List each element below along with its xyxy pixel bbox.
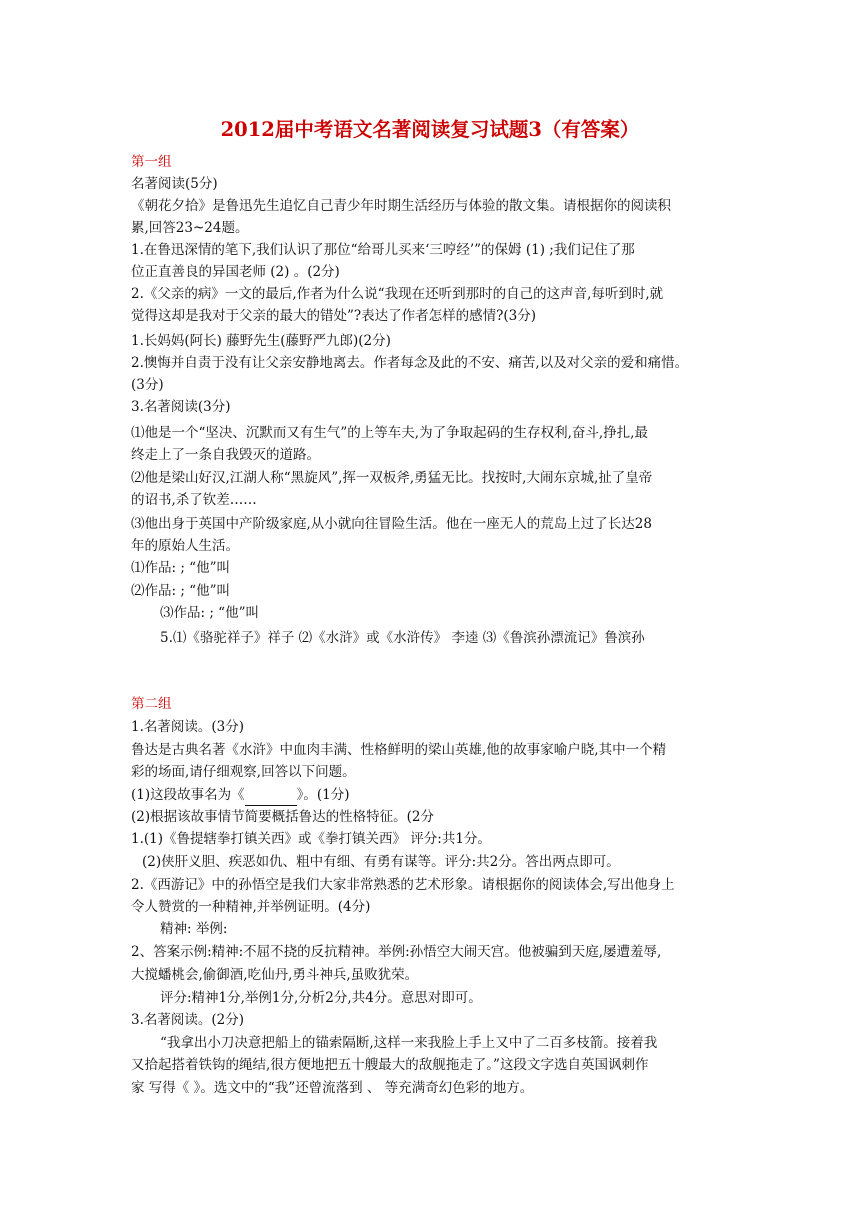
text-line: 终走上了一条自我毁灭的道路。 — [131, 447, 320, 463]
text-line: 彩的场面,请仔细观察,回答以下问题。 — [131, 764, 356, 780]
group-2-heading: 第二组 — [131, 696, 172, 712]
text-line: 名著阅读(5分) — [131, 176, 218, 192]
text-line: 3.名著阅读(3分) — [131, 399, 231, 415]
text-line: 3.名著阅读。(2分) — [131, 1012, 245, 1028]
text-line: 1.在鲁迅深情的笔下,我们认识了那位“给哥儿买来‘三哼经’”的保姆 (1) ;我们记住了那 — [131, 242, 635, 258]
text-line: 精神: 举例: — [160, 921, 228, 937]
answer-line: 2.懊悔并自责于没有让父亲安静地离去。作者每念及此的不安、痛苦,以及对父亲的爱和痛惜。 — [131, 355, 689, 371]
text-line: ⑵作品: ; “他”叫 — [131, 583, 230, 599]
fill-in-line — [131, 785, 741, 806]
text-line: 2.《西游记》中的孙悟空是我们大家非常熟悉的艺术形象。请根据你的阅读体会,写出他身上 — [131, 877, 675, 893]
answer-line: 1.(1)《鲁提辖拳打镇关西》或《拳打镇关西》 评分:共1分。 — [131, 831, 491, 847]
text-line: 位正直善良的异国老师 (2) 。(2分) — [131, 264, 340, 280]
answer-line: (3分) — [131, 377, 164, 393]
text-line: ⑶作品: ; “他”叫 — [160, 605, 259, 621]
text-line: 累,回答23~24题。 — [131, 220, 249, 236]
group-1-heading: 第一组 — [131, 154, 172, 170]
text-line: 2.《父亲的病》一文的最后,作者为什么说“我现在还听到那时的自己的这声音,每听到时,就 — [131, 286, 664, 302]
text-line: 年的原始人生活。 — [131, 538, 239, 554]
text-line: 的诏书,杀了钦差…… — [131, 492, 257, 508]
text-line: 觉得这却是我对于父亲的最大的错处”?表达了作者怎样的感情?(3分) — [131, 308, 536, 324]
page-title: 2012届中考语文名著阅读复习试题3（有答案） — [220, 118, 640, 141]
text-line: (2)根据该故事情节简要概括鲁达的性格特征。(2分 — [131, 809, 434, 825]
answer-line: 1.长妈妈(阿长) 藤野先生(藤野严九郎)(2分) — [131, 333, 391, 349]
text-line: ⑶他出身于英国中产阶级家庭,从小就向往冒险生活。他在一座无人的荒岛上过了长达28 — [131, 516, 652, 532]
text-line: “我拿出小刀决意把船上的锚索隔断,这样一来我脸上手上又中了二百多枝箭。接着我 — [160, 1035, 658, 1051]
text-line: ⑵他是梁山好汉,江湖人称“黑旋风”,挥一双板斧,勇猛无比。找按时,大闹东京城,扯了皇帝 — [131, 470, 653, 486]
fill-in-prefix: (1)这段故事名为《 — [131, 787, 245, 803]
text-line: 又拾起搭着铁钩的绳结,很方便地把五十艘最大的敌舰拖走了。”这段文字选自英国讽刺作 — [131, 1057, 649, 1073]
text-line: 家 写得《 》。选文中的“我”还曾流落到 、 等充满奇幻色彩的地方。 — [131, 1080, 534, 1096]
answer-line: 评分:精神1分,举例1分,分析2分,共4分。意思对即可。 — [160, 990, 482, 1006]
answer-line: (2)侠肝义胆、疾恶如仇、粗中有细、有勇有谋等。评分:共2分。答出两点即可。 — [142, 854, 620, 870]
text-line: 1.名著阅读。(3分) — [131, 719, 245, 735]
text-line: ⑴他是一个“坚决、沉默而又有生气”的上等车夫,为了争取起码的生存权利,奋斗,挣扎,最 — [131, 425, 648, 441]
answer-line: 2、答案示例:精神:不屈不挠的反抗精神。举例:孙悟空大闹天宫。他被骗到天庭,屡遭羞辱, — [131, 944, 662, 960]
answer-line: 5.⑴《骆驼祥子》祥子 ⑵《水浒》或《水浒传》 李逵 ⑶《鲁滨孙漂流记》鲁滨孙 — [160, 630, 645, 646]
text-line: 《朝花夕拾》是鲁迅先生追忆自己青少年时期生活经历与体验的散文集。请根据你的阅读积 — [131, 198, 671, 214]
answer-blank[interactable] — [245, 785, 297, 806]
fill-in-suffix: 》。(1分) — [296, 787, 350, 803]
answer-line: 大搅蟠桃会,偷御酒,吃仙丹,勇斗神兵,虽败犹荣。 — [131, 967, 419, 983]
text-line: 令人赞赏的一种精神,并举例证明。(4分) — [131, 899, 371, 915]
text-line: 鲁达是古典名著《水浒》中血肉丰满、性格鲜明的梁山英雄,他的故事家喻户晓,其中一个精 — [131, 742, 667, 758]
text-line: ⑴作品: ; “他”叫 — [131, 560, 230, 576]
